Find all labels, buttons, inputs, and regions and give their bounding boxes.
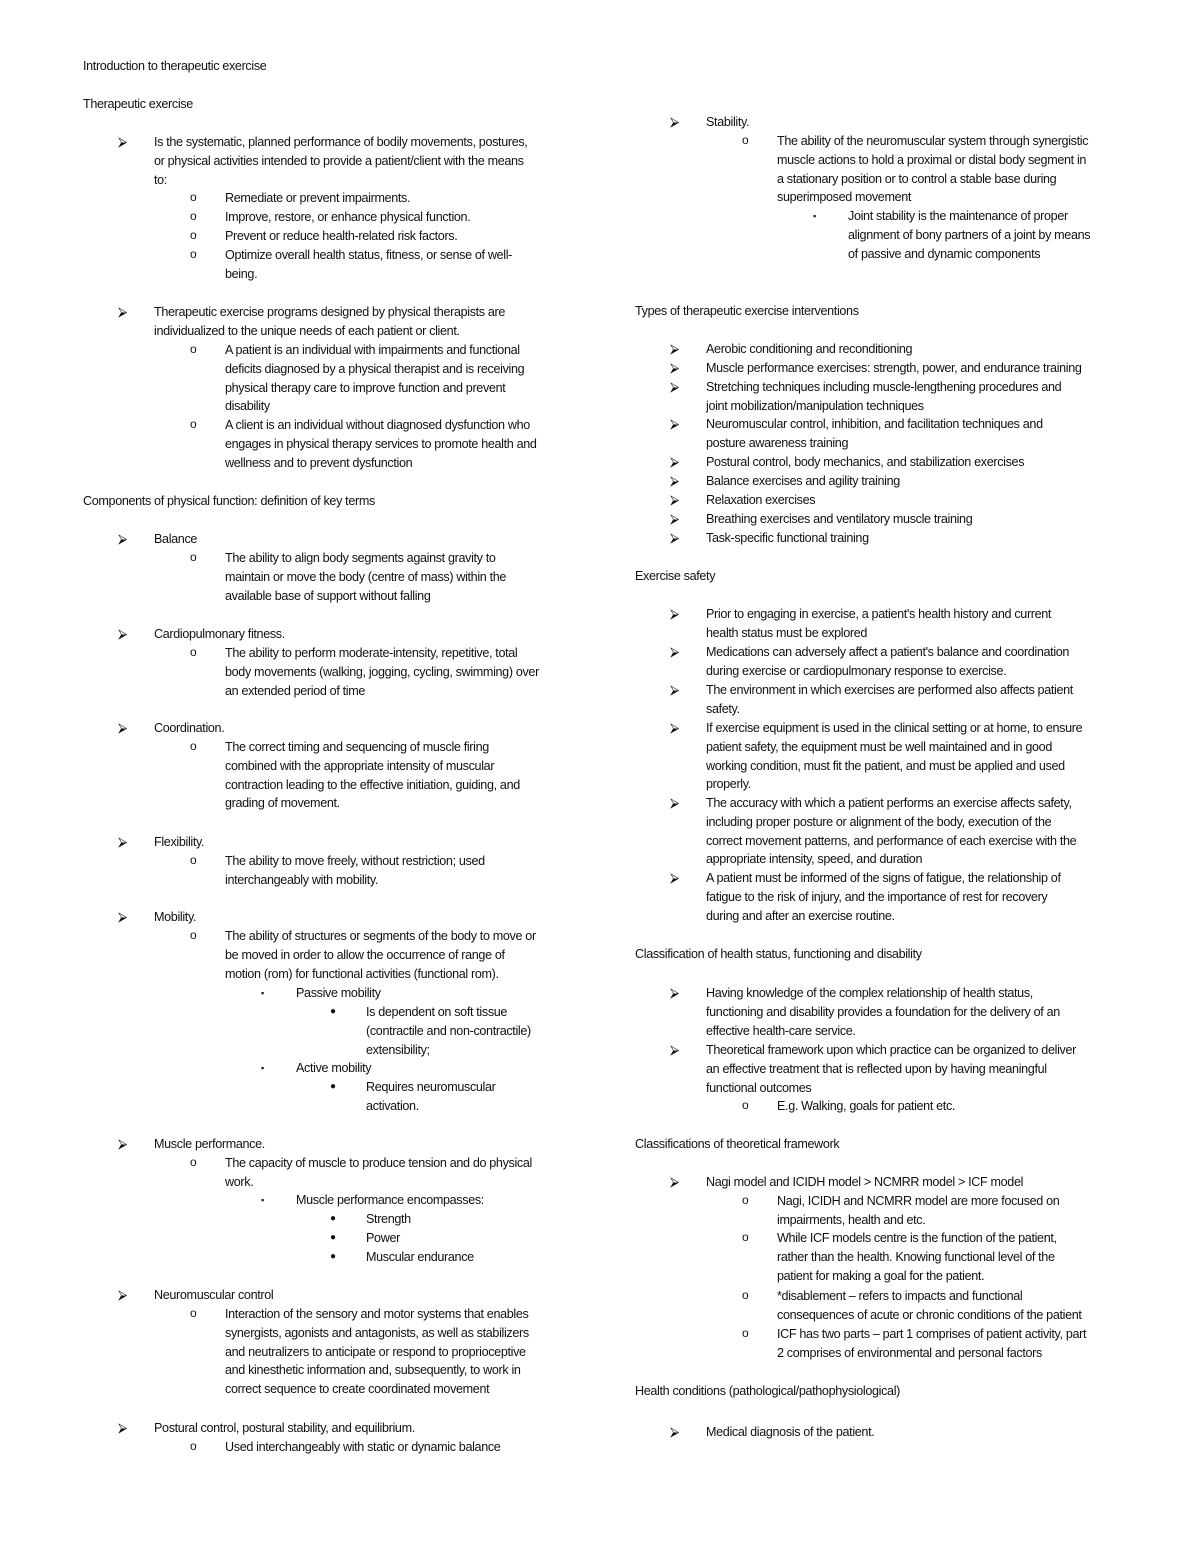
list-item-text: Stretching techniques including muscle-lengthening procedures and (706, 380, 1062, 394)
list-item-text: safety. (706, 701, 740, 716)
circle-bullet-icon: o (190, 1439, 197, 1453)
section-heading: Components of physical function: definition of key terms (83, 494, 375, 508)
list-item-text: during and after an exercise routine. (706, 908, 895, 923)
dot-bullet-icon: ● (330, 1232, 336, 1243)
list-item-text: Is the systematic, planned performance of bodily movements, postures, (154, 135, 528, 149)
list-item-text: motion (rom) for functional activities (functional rom). (225, 966, 499, 981)
list-item-text: posture awareness training (706, 435, 849, 450)
square-bullet-icon: ▪ (261, 1195, 264, 1205)
section-heading: Health conditions (pathological/pathophysiological) (635, 1384, 900, 1398)
list-item-text: Breathing exercises and ventilatory muscle training (706, 512, 973, 526)
list-item-text: health status must be explored (706, 625, 868, 640)
section-heading: Classifications of theoretical framework (635, 1137, 840, 1151)
list-item-text: Nagi model and ICIDH model > NCMRR model > ICF model (706, 1175, 1024, 1189)
list-item-text: functional outcomes (706, 1080, 812, 1095)
list-item-text: disability (225, 399, 270, 414)
list-item-text: Neuromuscular control (154, 1288, 274, 1302)
section-heading: Introduction to therapeutic exercise (83, 59, 267, 73)
list-item-text: superimposed movement (777, 190, 912, 205)
list-item-text: and neutralizers to anticipate or respond to proprioceptive (225, 1344, 526, 1359)
list-item-text: Remediate or prevent impairments. (225, 191, 411, 205)
list-item-text: Neuromuscular control, inhibition, and facilitation techniques and (706, 417, 1043, 431)
arrow-bullet-icon: ⮚ (118, 531, 127, 546)
list-item-text: of passive and dynamic components (848, 246, 1041, 261)
arrow-bullet-icon: ⮚ (670, 416, 679, 431)
list-item-text: Prior to engaging in exercise, a patient's health history and current (706, 607, 1052, 621)
list-item-text: synergists, agonists and antagonists, as well as stabilizers (225, 1325, 529, 1340)
list-item-text: correct movement patterns, and performance of each exercise with the (706, 833, 1077, 848)
list-item-text: The capacity of muscle to produce tension and do physical (225, 1156, 532, 1170)
list-item-text: an extended period of time (225, 683, 366, 698)
arrow-bullet-icon: ⮚ (670, 511, 679, 526)
circle-bullet-icon: o (742, 1230, 749, 1244)
list-item-text: Active mobility (296, 1061, 372, 1075)
list-item-text: Coordination. (154, 721, 225, 735)
list-item-text: consequences of acute or chronic conditions of the patient (777, 1307, 1082, 1322)
list-item-text: engages in physical therapy services to promote health and (225, 436, 537, 451)
list-item-text: grading of movement. (225, 796, 340, 811)
dot-bullet-icon: ● (330, 1213, 336, 1224)
list-item-text: Passive mobility (296, 986, 381, 1000)
arrow-bullet-icon: ⮚ (118, 834, 127, 849)
list-item-text: including proper posture or alignment of the body, execution of the (706, 814, 1052, 829)
list-item-text: to: (154, 172, 167, 187)
list-item-text: Power (366, 1231, 400, 1245)
circle-bullet-icon: o (190, 247, 197, 261)
list-item-text: extensibility; (366, 1042, 430, 1057)
square-bullet-icon: ▪ (261, 1063, 264, 1073)
list-item-text: contraction leading to the effective initiation, guiding, and (225, 777, 520, 792)
list-item-text: Having knowledge of the complex relationship of health status, (706, 986, 1033, 1000)
list-item-text: Interaction of the sensory and motor systems that enables (225, 1307, 529, 1321)
arrow-bullet-icon: ⮚ (670, 473, 679, 488)
arrow-bullet-icon: ⮚ (118, 1287, 127, 1302)
arrow-bullet-icon: ⮚ (670, 341, 679, 356)
list-item-text: correct sequence to create coordinated movement (225, 1382, 490, 1397)
list-item-text: If exercise equipment is used in the clinical setting or at home, to ensure (706, 721, 1083, 735)
list-item-text: patient safety, the equipment must be well maintained and in good (706, 739, 1052, 754)
list-item-text: properly. (706, 777, 751, 792)
arrow-bullet-icon: ⮚ (118, 304, 127, 319)
list-item-text: The correct timing and sequencing of muscle firing (225, 740, 489, 754)
list-item-text: physical therapy care to improve function and prevent (225, 380, 506, 395)
list-item-text: Used interchangeably with static or dynamic balance (225, 1440, 501, 1454)
arrow-bullet-icon: ⮚ (670, 644, 679, 659)
circle-bullet-icon: o (190, 853, 197, 867)
list-item-text: individualized to the unique needs of each patient or client. (154, 323, 460, 338)
list-item-text: Muscle performance. (154, 1137, 265, 1151)
arrow-bullet-icon: ⮚ (118, 909, 127, 924)
arrow-bullet-icon: ⮚ (670, 682, 679, 697)
list-item-text: interchangeably with mobility. (225, 872, 379, 887)
arrow-bullet-icon: ⮚ (670, 360, 679, 375)
arrow-bullet-icon: ⮚ (670, 379, 679, 394)
dot-bullet-icon: ● (330, 1251, 336, 1262)
circle-bullet-icon: o (190, 1155, 197, 1169)
list-item-text: E.g. Walking, goals for patient etc. (777, 1099, 956, 1113)
circle-bullet-icon: o (742, 1288, 749, 1302)
list-item-text: Aerobic conditioning and reconditioning (706, 342, 913, 356)
arrow-bullet-icon: ⮚ (670, 530, 679, 545)
list-item-text: Medical diagnosis of the patient. (706, 1425, 875, 1439)
square-bullet-icon: ▪ (813, 211, 816, 221)
list-item-text: A patient must be informed of the signs of fatigue, the relationship of (706, 871, 1061, 885)
arrow-bullet-icon: ⮚ (670, 492, 679, 507)
list-item-text: activation. (366, 1098, 419, 1113)
arrow-bullet-icon: ⮚ (670, 606, 679, 621)
list-item-text: The ability of the neuromuscular system through synergistic (777, 134, 1089, 148)
list-item-text: appropriate intensity, speed, and duration (706, 852, 923, 867)
list-item-text: wellness and to prevent dysfunction (225, 455, 413, 470)
arrow-bullet-icon: ⮚ (670, 1042, 679, 1057)
list-item-text: Muscular endurance (366, 1250, 474, 1264)
list-item-text: during exercise or cardiopulmonary response to exercise. (706, 663, 1007, 678)
list-item-text: ICF has two parts – part 1 comprises of patient activity, part (777, 1327, 1087, 1341)
arrow-bullet-icon: ⮚ (670, 1424, 679, 1439)
list-item-text: a stationary position or to control a stable base during (777, 171, 1057, 186)
list-item-text: Therapeutic exercise programs designed by physical therapists are (154, 305, 506, 319)
dot-bullet-icon: ● (330, 1006, 336, 1017)
circle-bullet-icon: o (190, 645, 197, 659)
list-item-text: rather than the health. Knowing functional level of the (777, 1249, 1055, 1264)
list-item-text: Improve, restore, or enhance physical function. (225, 210, 471, 224)
list-item-text: The ability to perform moderate-intensity, repetitive, total (225, 646, 518, 660)
circle-bullet-icon: o (742, 133, 749, 147)
list-item-text: or physical activities intended to provide a patient/client with the means (154, 153, 524, 168)
arrow-bullet-icon: ⮚ (118, 1420, 127, 1435)
circle-bullet-icon: o (190, 1306, 197, 1320)
list-item-text: Stability. (706, 115, 750, 129)
list-item-text: maintain or move the body (centre of mass) within the (225, 569, 507, 584)
list-item-text: Cardiopulmonary fitness. (154, 627, 285, 641)
arrow-bullet-icon: ⮚ (118, 720, 127, 735)
list-item-text: effective health-care service. (706, 1023, 856, 1038)
section-heading: Therapeutic exercise (83, 97, 193, 111)
list-item-text: *disablement – refers to impacts and functional (777, 1289, 1023, 1303)
list-item-text: The ability of structures or segments of the body to move or (225, 929, 536, 943)
list-item-text: an effective treatment that is reflected upon by having meaningful (706, 1061, 1047, 1076)
list-item-text: Requires neuromuscular (366, 1080, 496, 1094)
arrow-bullet-icon: ⮚ (118, 134, 127, 149)
list-item-text: muscle actions to hold a proximal or distal body segment in (777, 152, 1087, 167)
list-item-text: alignment of bony partners of a joint by means (848, 227, 1091, 242)
list-item-text: Strength (366, 1212, 411, 1226)
list-item-text: Is dependent on soft tissue (366, 1005, 508, 1019)
section-heading: Classification of health status, functioning and disability (635, 947, 922, 961)
circle-bullet-icon: o (190, 342, 197, 356)
list-item-text: working condition, must fit the patient, and must be applied and used (706, 758, 1065, 773)
circle-bullet-icon: o (742, 1098, 749, 1112)
list-item-text: Nagi, ICIDH and NCMRR model are more focused on (777, 1194, 1060, 1208)
list-item-text: deficits diagnosed by a physical therapist and is receiving (225, 361, 525, 376)
list-item-text: impairments, health and etc. (777, 1212, 926, 1227)
list-item-text: Flexibility. (154, 835, 205, 849)
list-item-text: The environment in which exercises are performed also affects patient (706, 683, 1073, 697)
list-item-text: functioning and disability provides a foundation for the delivery of an (706, 1004, 1060, 1019)
arrow-bullet-icon: ⮚ (670, 454, 679, 469)
list-item-text: Theoretical framework upon which practice can be organized to deliver (706, 1043, 1076, 1057)
list-item-text: being. (225, 266, 258, 281)
circle-bullet-icon: o (742, 1326, 749, 1340)
circle-bullet-icon: o (190, 190, 197, 204)
list-item-text: body movements (walking, jogging, cycling, swimming) over (225, 664, 539, 679)
list-item-text: (contractile and non-contractile) (366, 1023, 531, 1038)
list-item-text: Relaxation exercises (706, 493, 816, 507)
circle-bullet-icon: o (190, 550, 197, 564)
list-item-text: joint mobilization/manipulation techniques (706, 398, 924, 413)
arrow-bullet-icon: ⮚ (670, 114, 679, 129)
list-item-text: work. (225, 1174, 254, 1189)
list-item-text: Balance exercises and agility training (706, 474, 900, 488)
circle-bullet-icon: o (190, 417, 197, 431)
list-item-text: patient for making a goal for the patient. (777, 1268, 985, 1283)
list-item-text: Prevent or reduce health-related risk factors. (225, 229, 458, 243)
list-item-text: and kinesthetic information and, subsequently, to work in (225, 1363, 521, 1378)
circle-bullet-icon: o (742, 1193, 749, 1207)
square-bullet-icon: ▪ (261, 988, 264, 998)
list-item-text: Joint stability is the maintenance of proper (848, 209, 1068, 223)
list-item-text: be moved in order to allow the occurrence of range of (225, 947, 505, 962)
arrow-bullet-icon: ⮚ (670, 720, 679, 735)
circle-bullet-icon: o (190, 928, 197, 942)
circle-bullet-icon: o (190, 739, 197, 753)
list-item-text: Task-specific functional training (706, 531, 869, 545)
list-item-text: The accuracy with which a patient performs an exercise affects safety, (706, 796, 1072, 810)
list-item-text: 2 comprises of environmental and personal factors (777, 1345, 1042, 1360)
section-heading: Exercise safety (635, 569, 716, 583)
list-item-text: The ability to align body segments against gravity to (225, 551, 496, 565)
list-item-text: The ability to move freely, without restriction; used (225, 854, 485, 868)
arrow-bullet-icon: ⮚ (670, 1174, 679, 1189)
list-item-text: A patient is an individual with impairments and functional (225, 343, 520, 357)
list-item-text: Mobility. (154, 910, 197, 924)
arrow-bullet-icon: ⮚ (670, 985, 679, 1000)
arrow-bullet-icon: ⮚ (118, 1136, 127, 1151)
list-item-text: Balance (154, 532, 198, 546)
arrow-bullet-icon: ⮚ (670, 795, 679, 810)
arrow-bullet-icon: ⮚ (670, 870, 679, 885)
dot-bullet-icon: ● (330, 1081, 336, 1092)
list-item-text: While ICF models centre is the function of the patient, (777, 1231, 1057, 1245)
circle-bullet-icon: o (190, 209, 197, 223)
list-item-text: Muscle performance encompasses: (296, 1193, 484, 1207)
list-item-text: A client is an individual without diagnosed dysfunction who (225, 418, 530, 432)
list-item-text: combined with the appropriate intensity of muscular (225, 758, 495, 773)
section-heading: Types of therapeutic exercise interventions (635, 304, 859, 318)
list-item-text: Optimize overall health status, fitness, or sense of well- (225, 248, 512, 262)
circle-bullet-icon: o (190, 228, 197, 242)
list-item-text: available base of support without falling (225, 588, 431, 603)
list-item-text: Muscle performance exercises: strength, power, and endurance training (706, 361, 1082, 375)
list-item-text: fatigue to the risk of injury, and the importance of rest for recovery (706, 889, 1048, 904)
list-item-text: Postural control, body mechanics, and stabilization exercises (706, 455, 1025, 469)
arrow-bullet-icon: ⮚ (118, 626, 127, 641)
list-item-text: Medications can adversely affect a patient's balance and coordination (706, 645, 1070, 659)
list-item-text: Postural control, postural stability, and equilibrium. (154, 1421, 415, 1435)
